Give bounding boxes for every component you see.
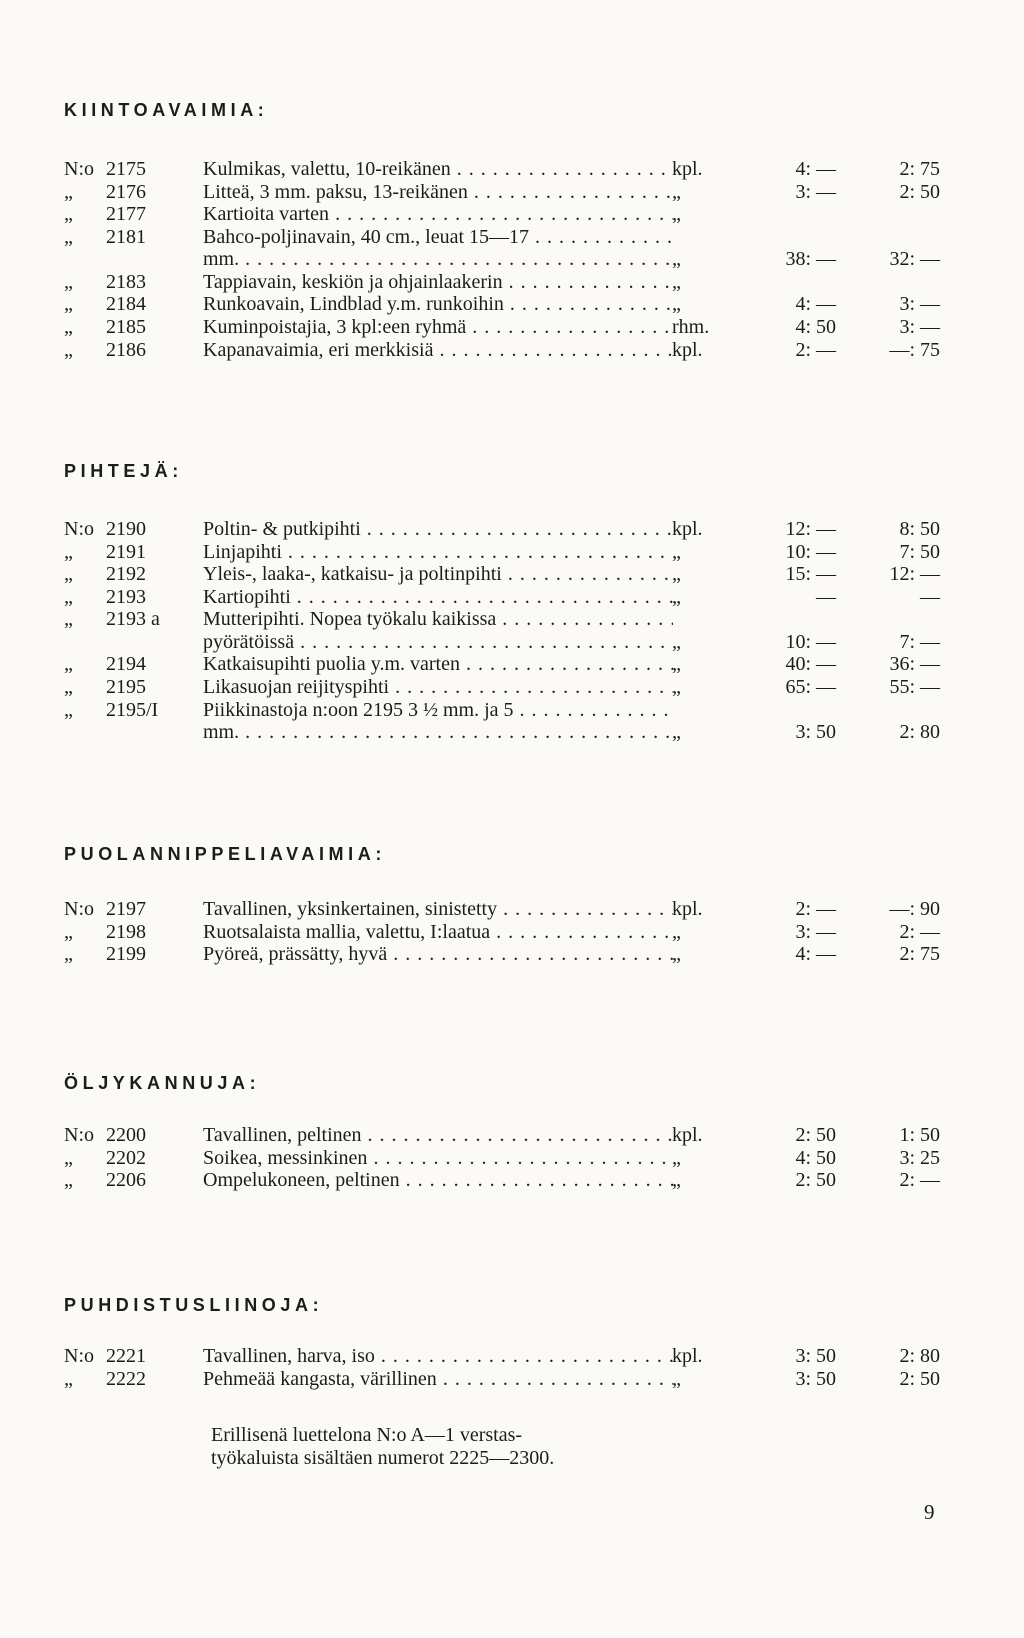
item-description <box>203 293 673 316</box>
footnote-line: Erillisenä luettelona N:o A—1 verstas- <box>211 1424 523 1446</box>
item-price-discounted: 2: 80 <box>899 721 940 744</box>
item-number <box>64 1368 188 1391</box>
item-description-line: Piikkinastoja n:oon 2195 3 ½ mm. ja 5 . . . <box>203 699 673 722</box>
item-number-prefix: N:o <box>64 1124 94 1146</box>
item-unit: kpl. <box>672 158 703 180</box>
item-price: 4: — <box>795 158 836 180</box>
table-row <box>0 316 1024 339</box>
footnote <box>211 1424 691 1470</box>
item-price-discounted: 1: 50 <box>899 1124 940 1146</box>
item-price-discounted: 7: — <box>899 630 940 653</box>
item-number-prefix: N:o <box>64 898 94 920</box>
item-price: 2: 50 <box>795 1124 836 1146</box>
item-number <box>64 271 188 294</box>
item-description-line: Kartioita varten . . . <box>203 203 673 226</box>
item-description-line: Tavallinen, harva, iso . . . <box>203 1345 673 1368</box>
table-row <box>0 608 1024 653</box>
item-description-line: Tavallinen, peltinen . . . <box>203 1124 673 1147</box>
item-description-line: Likasuojan reijityspihti . . . <box>203 676 673 699</box>
table-row <box>0 563 1024 586</box>
item-price-discounted: 2: 50 <box>899 1367 940 1390</box>
item-unit: „ <box>672 653 681 676</box>
item-price-discounted: 2: 50 <box>899 180 940 203</box>
item-number-prefix: „ <box>64 180 73 203</box>
item-price-discounted: 3: — <box>899 315 940 338</box>
item-unit: „ <box>672 630 681 653</box>
table-row <box>0 271 1024 294</box>
table-row <box>0 1169 1024 1192</box>
page-number: 9 <box>924 1500 935 1524</box>
item-number <box>64 203 188 226</box>
item-number-value: 2202 <box>106 1146 146 1169</box>
item-description-line: Pehmeää kangasta, värillinen . . . <box>203 1368 673 1391</box>
section-heading-pihteja: PIHTEJÄ: <box>64 461 183 481</box>
item-number-prefix: „ <box>64 698 73 721</box>
item-description <box>203 226 673 271</box>
item-number <box>64 518 188 541</box>
item-description-line: Litteä, 3 mm. paksu, 13-reikänen . . . <box>203 181 673 204</box>
table-row <box>0 1345 1024 1368</box>
item-unit: „ <box>672 563 681 586</box>
item-number-value: 2206 <box>106 1169 146 1192</box>
item-number-prefix: „ <box>64 293 73 316</box>
item-number-prefix: „ <box>64 1169 73 1192</box>
item-number <box>64 181 188 204</box>
item-unit: „ <box>672 585 681 608</box>
item-number-value: 2177 <box>106 203 146 226</box>
item-number <box>64 541 188 564</box>
item-number-prefix: N:o <box>64 158 94 180</box>
item-number-value: 2198 <box>106 920 146 943</box>
item-number <box>64 1345 188 1368</box>
section-heading-kiintoavaimia: KIINTOAVAIMIA: <box>64 100 269 120</box>
item-price: 10: — <box>785 540 836 563</box>
table-row <box>0 653 1024 676</box>
item-number <box>64 293 188 316</box>
item-number <box>64 676 188 699</box>
item-price: 10: — <box>785 630 836 653</box>
item-description <box>203 676 673 699</box>
section-rows <box>0 158 1024 361</box>
section-rows <box>0 898 1024 966</box>
item-number-value: 2176 <box>106 180 146 203</box>
item-description <box>203 608 673 653</box>
item-number-value: 2199 <box>106 943 146 966</box>
item-number-value: 2183 <box>106 270 146 293</box>
section-heading-puolannippeliavaimia: PUOLANNIPPELIAVAIMIA: <box>64 844 386 864</box>
item-description <box>203 1169 673 1192</box>
item-unit: „ <box>672 270 681 293</box>
item-unit: rhm. <box>672 315 710 338</box>
item-unit: kpl. <box>672 1345 703 1367</box>
item-price: 3: 50 <box>795 1345 836 1367</box>
item-number-prefix: „ <box>64 675 73 698</box>
item-description-line: mm. . . . <box>203 248 673 271</box>
item-price: 2: — <box>795 338 836 361</box>
item-price: 4: — <box>795 293 836 316</box>
item-description <box>203 271 673 294</box>
item-number-value: 2222 <box>106 1367 146 1390</box>
item-unit: „ <box>672 1169 681 1192</box>
item-description <box>203 898 673 921</box>
item-price: 40: — <box>785 653 836 676</box>
item-number-prefix: „ <box>64 920 73 943</box>
table-row <box>0 293 1024 316</box>
item-price: 2: 50 <box>795 1169 836 1192</box>
table-row <box>0 943 1024 966</box>
item-unit: „ <box>672 1146 681 1169</box>
item-description-line: Tavallinen, yksinkertainen, sinistetty . . . <box>203 898 673 921</box>
table-row <box>0 676 1024 699</box>
item-description-line: Mutteripihti. Nopea työkalu kaikissa . . . <box>203 608 673 631</box>
table-row <box>0 339 1024 362</box>
item-number <box>64 943 188 966</box>
item-description <box>203 943 673 966</box>
item-price: 3: — <box>795 920 836 943</box>
item-description <box>203 518 673 541</box>
item-number-value: 2195/I <box>106 698 159 721</box>
item-number-prefix: N:o <box>64 1345 94 1367</box>
item-number-value: 2184 <box>106 293 146 316</box>
item-number-prefix: N:o <box>64 518 94 540</box>
item-price-discounted: — <box>920 585 940 608</box>
item-description-line: pyörätöissä . . . <box>203 631 673 654</box>
item-unit: „ <box>672 1367 681 1390</box>
item-description-line: Ompelukoneen, peltinen . . . <box>203 1169 673 1192</box>
item-number <box>64 339 188 362</box>
table-row <box>0 586 1024 609</box>
section-rows <box>0 1345 1024 1390</box>
item-unit: „ <box>672 721 681 744</box>
item-price: 3: 50 <box>795 721 836 744</box>
item-unit: „ <box>672 180 681 203</box>
item-description <box>203 1147 673 1170</box>
item-unit: kpl. <box>672 1124 703 1146</box>
item-unit: „ <box>672 920 681 943</box>
item-number-value: 2192 <box>106 563 146 586</box>
item-number-prefix: „ <box>64 225 73 248</box>
table-row <box>0 1124 1024 1147</box>
item-number-value: 2200 <box>106 1124 146 1146</box>
item-number-value: 2193 <box>106 585 146 608</box>
item-description-line: mm. . . . <box>203 721 673 744</box>
item-description <box>203 1368 673 1391</box>
item-description <box>203 541 673 564</box>
item-description <box>203 921 673 944</box>
item-number <box>64 1124 188 1147</box>
table-row <box>0 518 1024 541</box>
item-price-discounted: 12: — <box>889 563 940 586</box>
item-number <box>64 653 188 676</box>
item-unit: kpl. <box>672 518 703 540</box>
item-unit: „ <box>672 943 681 966</box>
item-price-discounted: 2: 75 <box>899 943 940 966</box>
item-price-discounted: 32: — <box>889 248 940 271</box>
item-number-prefix: „ <box>64 540 73 563</box>
item-unit: kpl. <box>672 338 703 361</box>
item-price-discounted: 8: 50 <box>899 518 940 540</box>
item-description-line: Runkoavain, Lindblad y.m. runkoihin . . . <box>203 293 673 316</box>
item-number-prefix: „ <box>64 608 73 631</box>
item-number <box>64 316 188 339</box>
item-description-line: Katkaisupihti puolia y.m. varten . . . <box>203 653 673 676</box>
item-price-discounted: 2: — <box>899 1169 940 1192</box>
item-number-prefix: „ <box>64 1146 73 1169</box>
item-number <box>64 158 188 181</box>
table-row <box>0 158 1024 181</box>
table-row <box>0 203 1024 226</box>
item-price: — <box>816 585 836 608</box>
item-description-line: Poltin- & putkipihti . . . <box>203 518 673 541</box>
item-number-prefix: „ <box>64 203 73 226</box>
item-price: 38: — <box>785 248 836 271</box>
item-description <box>203 339 673 362</box>
item-number-value: 2191 <box>106 540 146 563</box>
item-price: 4: 50 <box>795 315 836 338</box>
item-description-line: Kulmikas, valettu, 10-reikänen . . . <box>203 158 673 181</box>
item-description <box>203 1124 673 1147</box>
item-price: 15: — <box>785 563 836 586</box>
item-unit: „ <box>672 248 681 271</box>
item-unit: „ <box>672 203 681 226</box>
item-description <box>203 158 673 181</box>
item-number <box>64 586 188 609</box>
item-description <box>203 1345 673 1368</box>
item-price-discounted: 2: 80 <box>899 1345 940 1367</box>
item-description-line: Pyöreä, prässätty, hyvä . . . <box>203 943 673 966</box>
item-description-line: Kuminpoistajia, 3 kpl:een ryhmä . . . <box>203 316 673 339</box>
item-number-value: 2190 <box>106 518 146 540</box>
table-row <box>0 181 1024 204</box>
item-number-prefix: „ <box>64 563 73 586</box>
item-description <box>203 699 673 744</box>
item-number <box>64 921 188 944</box>
item-description-line: Yleis-, laaka-, katkaisu- ja poltinpihti . . . <box>203 563 673 586</box>
item-price: 12: — <box>785 518 836 540</box>
item-unit: „ <box>672 540 681 563</box>
item-number-value: 2221 <box>106 1345 146 1367</box>
item-unit: „ <box>672 293 681 316</box>
item-number <box>64 1147 188 1170</box>
item-number-value: 2193 a <box>106 608 160 631</box>
item-price: 3: 50 <box>795 1367 836 1390</box>
item-price: 4: — <box>795 943 836 966</box>
item-price: 4: 50 <box>795 1146 836 1169</box>
item-price-discounted: 36: — <box>889 653 940 676</box>
item-number <box>64 699 188 722</box>
item-description <box>203 653 673 676</box>
item-number-value: 2197 <box>106 898 146 920</box>
table-row <box>0 921 1024 944</box>
item-description <box>203 316 673 339</box>
table-row <box>0 226 1024 271</box>
item-description-line: Ruotsalaista mallia, valettu, I:laatua . . . <box>203 921 673 944</box>
item-number-value: 2195 <box>106 675 146 698</box>
table-row <box>0 1368 1024 1391</box>
item-description-line: Linjapihti . . . <box>203 541 673 564</box>
item-description-line: Kapanavaimia, eri merkkisiä . . . <box>203 339 673 362</box>
table-row <box>0 541 1024 564</box>
section-rows <box>0 1124 1024 1192</box>
item-description <box>203 203 673 226</box>
item-number-value: 2186 <box>106 338 146 361</box>
item-number <box>64 608 188 631</box>
table-row <box>0 1147 1024 1170</box>
item-number-prefix: „ <box>64 653 73 676</box>
item-number-prefix: „ <box>64 315 73 338</box>
item-price: 3: — <box>795 180 836 203</box>
table-row <box>0 699 1024 744</box>
footnote-line: työkaluista sisältäen numerot 2225—2300. <box>211 1447 555 1469</box>
table-row <box>0 898 1024 921</box>
section-heading-puhdistusliinoja: PUHDISTUSLIINOJA: <box>64 1295 324 1315</box>
item-price-discounted: 7: 50 <box>899 540 940 563</box>
item-price-discounted: —: 90 <box>889 898 940 920</box>
item-number-value: 2185 <box>106 315 146 338</box>
item-number <box>64 898 188 921</box>
item-number-value: 2181 <box>106 225 146 248</box>
item-description-line: Soikea, messinkinen . . . <box>203 1147 673 1170</box>
item-price-discounted: 3: 25 <box>899 1146 940 1169</box>
item-price: 2: — <box>795 898 836 920</box>
item-number <box>64 226 188 249</box>
item-number-prefix: „ <box>64 1367 73 1390</box>
item-number <box>64 563 188 586</box>
item-description <box>203 586 673 609</box>
item-price-discounted: —: 75 <box>889 338 940 361</box>
item-description-line: Bahco-poljinavain, 40 cm., leuat 15—17 . . . <box>203 226 673 249</box>
item-number-prefix: „ <box>64 943 73 966</box>
item-description-line: Kartiopihti . . . <box>203 586 673 609</box>
section-heading-oljykannuja: ÖLJYKANNUJA: <box>64 1073 261 1093</box>
item-number-prefix: „ <box>64 270 73 293</box>
item-price: 65: — <box>785 675 836 698</box>
item-price-discounted: 2: — <box>899 920 940 943</box>
item-number-value: 2194 <box>106 653 146 676</box>
item-number-prefix: „ <box>64 585 73 608</box>
item-price-discounted: 55: — <box>889 675 940 698</box>
item-unit: „ <box>672 675 681 698</box>
item-number <box>64 1169 188 1192</box>
item-description-line: Tappiavain, keskiön ja ohjainlaakerin . . . <box>203 271 673 294</box>
item-unit: kpl. <box>672 898 703 920</box>
item-price-discounted: 2: 75 <box>899 158 940 180</box>
item-price-discounted: 3: — <box>899 293 940 316</box>
item-number-value: 2175 <box>106 158 146 180</box>
item-description <box>203 563 673 586</box>
item-description <box>203 181 673 204</box>
item-number-prefix: „ <box>64 338 73 361</box>
section-rows <box>0 518 1024 744</box>
